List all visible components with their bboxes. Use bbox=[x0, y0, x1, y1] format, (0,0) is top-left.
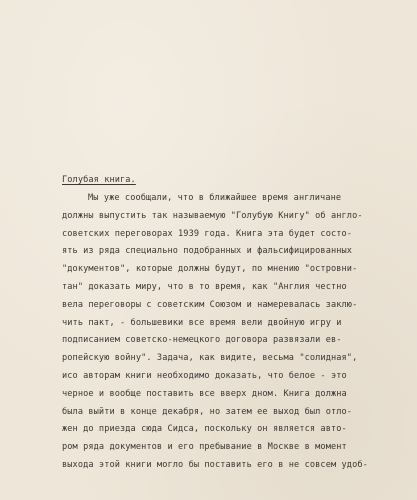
text-line: была выйти в конце декабря, но затем ее выход был отло- bbox=[62, 406, 353, 417]
text-line: вела переговоры с советским Союзом и намеревалась заклю- bbox=[62, 299, 358, 310]
text-line: чить пакт, - большевики все время вели двойную игру и bbox=[62, 317, 342, 328]
text-line: ять из ряда специально подобранных и фальсифицированных bbox=[62, 246, 353, 257]
text-line: жен до приезда сюда Сидса, поскольку он является авто- bbox=[62, 424, 347, 435]
text-line: тан" доказать миру, что в то время, как "Англия честно bbox=[62, 281, 347, 292]
text-line: "документов", которые должны будут, по мнению "островни- bbox=[62, 264, 358, 275]
text-line: черное и вообще поставить все вверх дном. Книга должна bbox=[62, 388, 347, 399]
text-line: советских переговорах 1939 года. Книга эта будет состо- bbox=[62, 228, 353, 239]
text-line: должны выпустить так называемую "Голубую Книгу" об англо- bbox=[62, 210, 363, 221]
text-line: ром ряда документов и его пребывание в Москве в момент bbox=[62, 442, 347, 453]
text-line: подписанием советско-немецкого договора развязали ев- bbox=[62, 335, 342, 346]
document-title: Голубая книга. bbox=[62, 175, 136, 185]
text-line: исо авторам книги необходимо доказать, что белое - это bbox=[62, 370, 347, 381]
typed-text-block bbox=[62, 170, 412, 475]
text-line: ропейскую войну". Задача, как видите, весьма "солидная", bbox=[62, 353, 358, 364]
text-line: выхода этой книги могло бы поставить его в не совсем удоб- bbox=[62, 459, 368, 470]
text-line: Мы уже сообщали, что в ближайшее время англичане bbox=[88, 193, 342, 203]
